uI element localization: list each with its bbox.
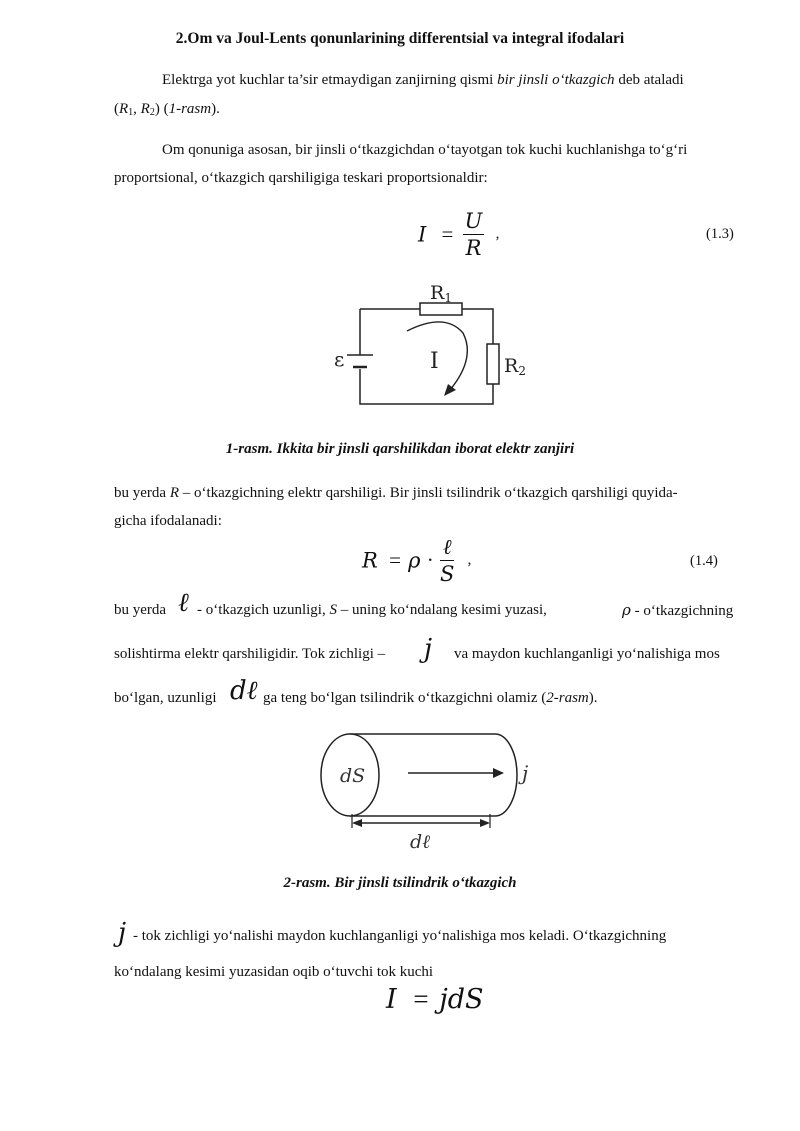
p6-text: ga teng bo‘lgan tsilindrik o‘tkazgichni olamiz ( bbox=[263, 690, 547, 706]
p4-rho-symbol: ρ bbox=[622, 601, 631, 619]
eq13-denominator: R bbox=[465, 236, 482, 260]
emf-label: ε bbox=[334, 347, 345, 371]
paragraph-3-line-2: gicha ifodalanadi: bbox=[114, 513, 222, 529]
p6-text-b bbox=[263, 688, 598, 708]
p6-text-a: bo‘lgan, uzunligi bbox=[114, 690, 217, 706]
eq13-comma: , bbox=[495, 226, 500, 242]
current-density-arrowhead bbox=[493, 768, 504, 778]
p3-text-a: bu yerda bbox=[114, 485, 167, 501]
eq13-fraction bbox=[463, 208, 485, 261]
p4-text-end: - o‘tkazgichning bbox=[634, 603, 734, 619]
dl-label: dℓ bbox=[410, 831, 431, 853]
figure-1-caption: 1-rasm. Ikkita bir jinsli qarshilikdan iborat elektr zanjiri bbox=[225, 441, 575, 457]
p4-s-symbol: S bbox=[329, 602, 337, 618]
eq14-rho: ρ bbox=[408, 548, 421, 573]
j-symbol: j bbox=[424, 634, 433, 664]
paragraph-1-line-2 bbox=[114, 99, 742, 123]
p1-end: ). bbox=[211, 101, 220, 117]
eq14-denominator: S bbox=[440, 562, 455, 586]
paragraph-7-line-2: ko‘ndalang kesimi yuzasidan oqib o‘tuvchi tok kuchi bbox=[114, 964, 434, 980]
paragraph-1 bbox=[114, 70, 742, 90]
page-title: 2.Om va Joul-Lents qonunlarining differentsial va integral ifodalari bbox=[175, 30, 625, 47]
p1-r1-sub: 1 bbox=[128, 107, 134, 118]
p4-text-d bbox=[622, 600, 733, 621]
p4-text-a: bu yerda bbox=[114, 602, 167, 618]
ds-label: dS bbox=[340, 765, 366, 787]
r2-label: R bbox=[504, 355, 519, 377]
paragraph-3-line-1 bbox=[114, 483, 742, 503]
j-symbol-2: j bbox=[118, 918, 127, 948]
p1-text-c: deb ataladi bbox=[618, 72, 684, 88]
dimension-arrow-left bbox=[352, 819, 362, 827]
paragraph-2-line-2: proportsional, o‘tkazgich qarshiligiga teskari proportsionaldir: bbox=[114, 170, 488, 186]
p3-text-c: – o‘tkazgichning elektr qarshiligi. Bir jinsli tsilindrik o‘tkazgich qarshiligi quyida- bbox=[182, 485, 678, 501]
eq14-lhs: R bbox=[362, 548, 378, 573]
resistor-r1 bbox=[420, 303, 462, 315]
p1-paren-open: ( bbox=[114, 101, 119, 117]
eq14-dot: · bbox=[426, 548, 434, 572]
r1-label: R bbox=[430, 282, 445, 304]
cylinder-diagram bbox=[310, 730, 550, 855]
eq15-rhs: jdS bbox=[439, 984, 484, 1015]
dimension-arrow-right bbox=[480, 819, 490, 827]
resistor-r2 bbox=[487, 344, 499, 384]
j-label: j bbox=[522, 761, 529, 785]
current-arrowhead bbox=[444, 384, 456, 396]
r2-sub: 2 bbox=[518, 364, 526, 378]
equation-current bbox=[386, 984, 484, 1015]
p6-end: ). bbox=[588, 690, 598, 706]
p6-figure-ref: 2-rasm bbox=[546, 690, 589, 706]
equation-number-1-3: (1.3) bbox=[706, 226, 734, 242]
ell-symbol: ℓ bbox=[178, 588, 189, 618]
eq14-equals: = bbox=[389, 548, 401, 572]
p1-r1: R bbox=[119, 101, 129, 117]
p1-paren: ) ( bbox=[154, 101, 169, 117]
paragraph-2-line-1: Om qonuniga asosan, bir jinsli o‘tkazgichdan o‘tayotgan tok kuchi kuchlanishga to‘g‘ri bbox=[162, 142, 688, 158]
eq15-equals: = bbox=[413, 984, 429, 1014]
p1-term: bir jinsli o‘tkazgich bbox=[497, 72, 615, 88]
eq15-lhs: I bbox=[386, 984, 397, 1015]
dl-symbol: dℓ bbox=[230, 676, 258, 706]
eq14-fraction bbox=[440, 534, 454, 587]
eq14-numerator: ℓ bbox=[440, 534, 454, 561]
eq13-equals: = bbox=[441, 222, 454, 246]
svg-text:R1 bbox=[430, 282, 452, 305]
paragraph-7-line-1: - tok zichligi yo‘nalishi maydon kuchlanganligi yo‘nalishiga mos keladi. O‘tkazgichning bbox=[133, 928, 667, 944]
eq13-lhs: I bbox=[418, 222, 427, 247]
equation-1-3 bbox=[418, 208, 499, 261]
p1-text-a: Elektrga yot kuchlar ta’sir etmaydigan zanjirning qismi bbox=[162, 72, 494, 88]
figure-2-caption: 2-rasm. Bir jinsli tsilindrik o‘tkazgich bbox=[283, 875, 517, 891]
p4-text-b bbox=[197, 600, 547, 620]
eq14-comma: , bbox=[467, 552, 472, 568]
p1-figure-ref: 1-rasm bbox=[168, 101, 212, 117]
circuit-diagram bbox=[320, 278, 540, 413]
current-label: I bbox=[430, 349, 439, 374]
r1-sub: 1 bbox=[444, 291, 452, 305]
p3-r-symbol: R bbox=[169, 485, 179, 501]
p1-r2-sub: 2 bbox=[149, 107, 155, 118]
p1-r2: R bbox=[140, 101, 150, 117]
equation-number-1-4: (1.4) bbox=[690, 553, 718, 569]
p4-area-text: – uning ko‘ndalang kesimi yuzasi, bbox=[340, 602, 547, 618]
eq13-numerator: U bbox=[464, 209, 483, 233]
svg-text:R2 bbox=[504, 355, 526, 378]
p4-length-text: - o‘tkazgich uzunligi, bbox=[197, 602, 326, 618]
p1-comma: , bbox=[133, 101, 141, 117]
p5-text-a: solishtirma elektr qarshiligidir. Tok zichligi – bbox=[114, 646, 386, 662]
p5-text-b: va maydon kuchlanganligi yo‘nalishiga mos bbox=[454, 646, 720, 662]
equation-1-4 bbox=[362, 534, 471, 587]
